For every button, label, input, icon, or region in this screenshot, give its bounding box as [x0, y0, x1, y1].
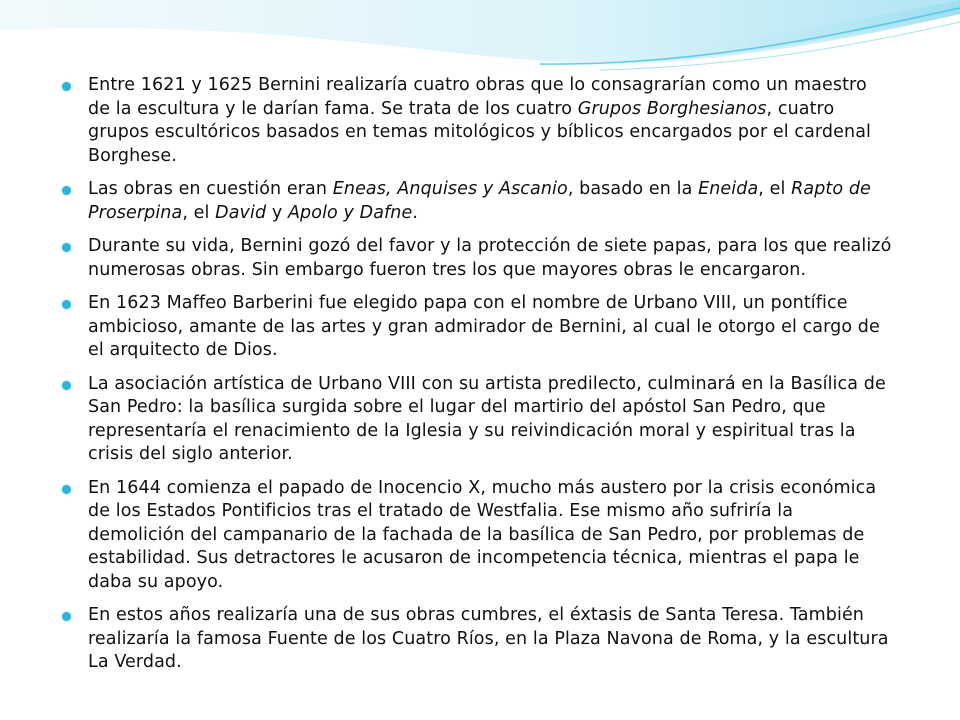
bullet-list	[62, 74, 892, 675]
bullet-dot-icon	[62, 186, 71, 195]
bullet-dot-icon	[62, 82, 71, 91]
text-segment: .	[412, 202, 419, 223]
text-segment: , basado en la	[567, 179, 699, 199]
italic-text: David	[215, 202, 267, 223]
italic-text: Grupos Borghesianos	[577, 98, 767, 119]
italic-text: Eneida	[698, 179, 759, 199]
bullet-item	[62, 373, 892, 467]
bullet-dot-icon	[62, 485, 71, 494]
bullet-item	[62, 477, 892, 595]
text-segment: y	[266, 202, 288, 223]
bullet-dot-icon	[62, 381, 71, 390]
bullet-item	[62, 292, 892, 363]
bullet-dot-icon	[62, 300, 71, 309]
text-segment: En 1644 comienza el papado de Inocencio X, mucho más austero por la crisis económica de los Estados Pontificios tras el tratado de Westfalia. Ese mismo año sufriría la demolición del campanario de la fachada de la basílica de San Pedro, por problemas de estabilidad. Sus detractores le acusaron de incompetencia técnica, mientras el papa le daba su apoyo.	[88, 477, 877, 592]
text-segment: Entre 1621 y 1625 Bernini realizaría cuatro obras que lo consagrarían como un maestro de la escultura y le darían fama. Se trata de los cuatro	[88, 75, 867, 119]
bullet-item	[62, 178, 892, 225]
text-segment: , cuatro grupos escultóricos basados en temas mitológicos y bíblicos encargados por el cardenal Borghese.	[88, 98, 871, 166]
text-segment: Las obras en cuestión eran	[88, 179, 333, 199]
italic-text: Apolo y Dafne	[287, 202, 413, 223]
bullet-dot-icon	[62, 612, 71, 621]
italic-text: Eneas, Anquises y Ascanio	[332, 179, 568, 199]
text-segment: En 1623 Maffeo Barberini fue elegido papa con el nombre de Urbano VIII, un pontífice ambicioso, amante de las artes y gran admirador de Bernini, al cual le otorgo el cargo de el arquitecto de Dios.	[88, 293, 880, 360]
bullet-item	[62, 74, 892, 168]
text-segment: Durante su vida, Bernini gozó del favor y la protección de siete papas, para los que realizó numerosas obras. Sin embargo fueron tres los que mayores obras le encargaron.	[88, 236, 892, 280]
bullet-item	[62, 604, 892, 675]
text-segment: En estos años realizaría una de sus obras cumbres, el éxtasis de Santa Teresa. También realizaría la famosa Fuente de los Cuatro Ríos, en la Plaza Navona de Roma, y la escultura La Verdad.	[88, 605, 889, 672]
italic-text: Rapto de Proserpina	[88, 179, 871, 223]
text-segment: , el	[182, 202, 216, 223]
text-segment: , el	[758, 179, 792, 199]
text-segment: La asociación artística de Urbano VIII con su artista predilecto, culminará en la Basílica de San Pedro: la basílica surgida sobre el lugar del martirio del apóstol San Pedro, que representaría el renacimiento de la Iglesia y su reivindicación moral y espiritual tras la crisis del siglo anterior.	[88, 373, 886, 464]
bullet-item	[62, 235, 892, 282]
bullet-dot-icon	[62, 243, 71, 252]
slide-body	[62, 74, 892, 685]
